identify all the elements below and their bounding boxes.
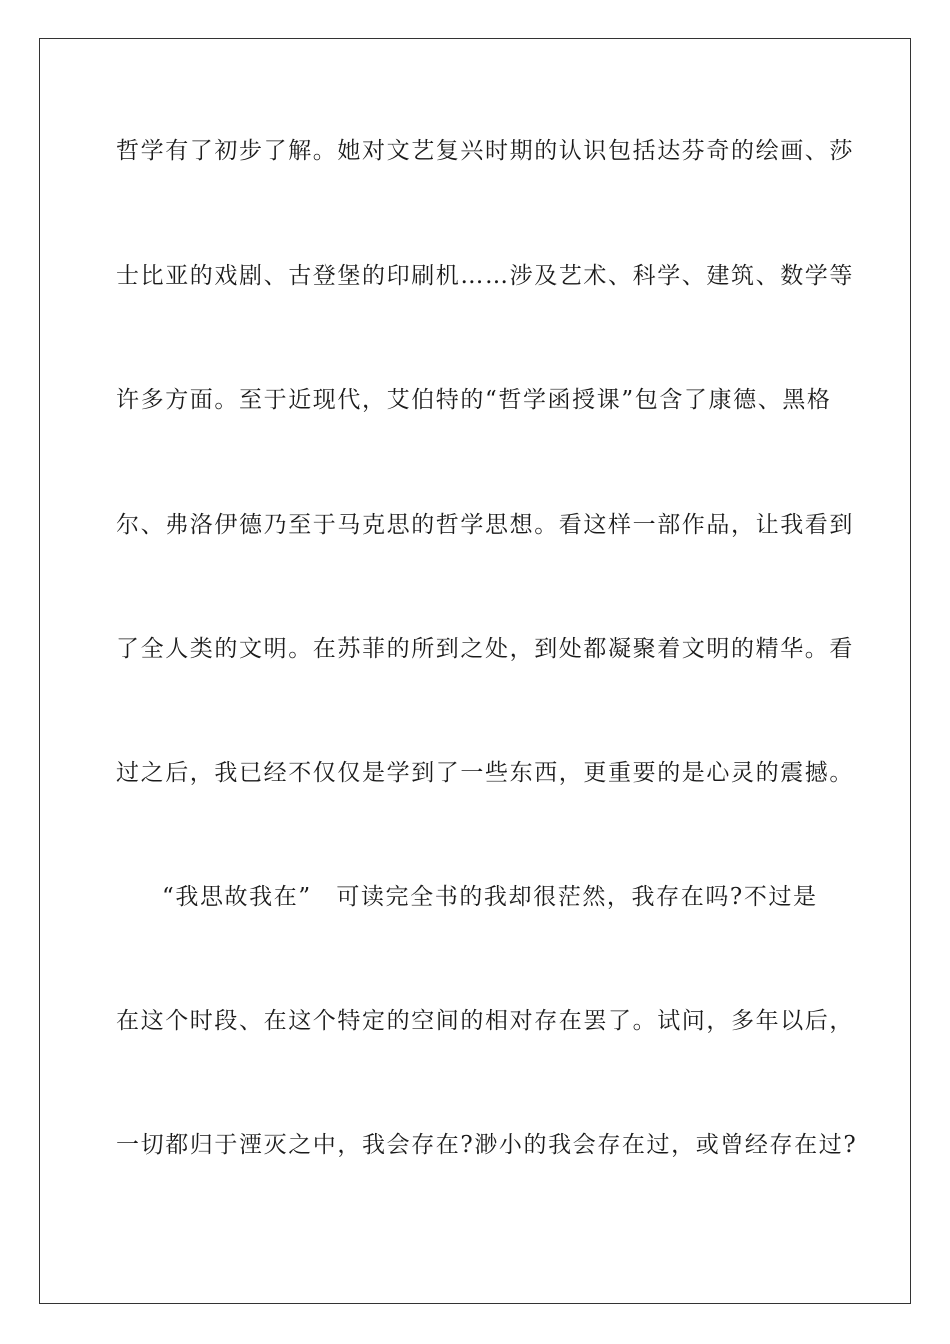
paragraph-line: “我思故我在” 可读完全书的我却很茫然，我存在吗?不过是	[162, 884, 818, 910]
paragraph-line: 哲学有了初步了解。她对文艺复兴时期的认识包括达芬奇的绘画、莎	[116, 138, 854, 164]
paragraph-line: 过之后，我已经不仅仅是学到了一些东西，更重要的是心灵的震撼。	[116, 760, 854, 786]
paragraph-line: 许多方面。至于近现代，艾伯特的“哲学函授课”包含了康德、黑格	[116, 387, 832, 413]
page-border	[39, 38, 911, 1304]
paragraph-line: 士比亚的戏剧、古登堡的印刷机……涉及艺术、科学、建筑、数学等	[116, 263, 854, 289]
paragraph-line: 在这个时段、在这个特定的空间的相对存在罢了。试问，多年以后，	[116, 1008, 854, 1034]
paragraph-line: 了全人类的文明。在苏菲的所到之处，到处都凝聚着文明的精华。看	[116, 636, 854, 662]
paragraph-line: 尔、弗洛伊德乃至于马克思的哲学思想。看这样一部作品，让我看到	[116, 512, 854, 538]
paragraph-line: 一切都归于湮灭之中，我会存在?渺小的我会存在过，或曾经存在过?	[116, 1132, 858, 1158]
